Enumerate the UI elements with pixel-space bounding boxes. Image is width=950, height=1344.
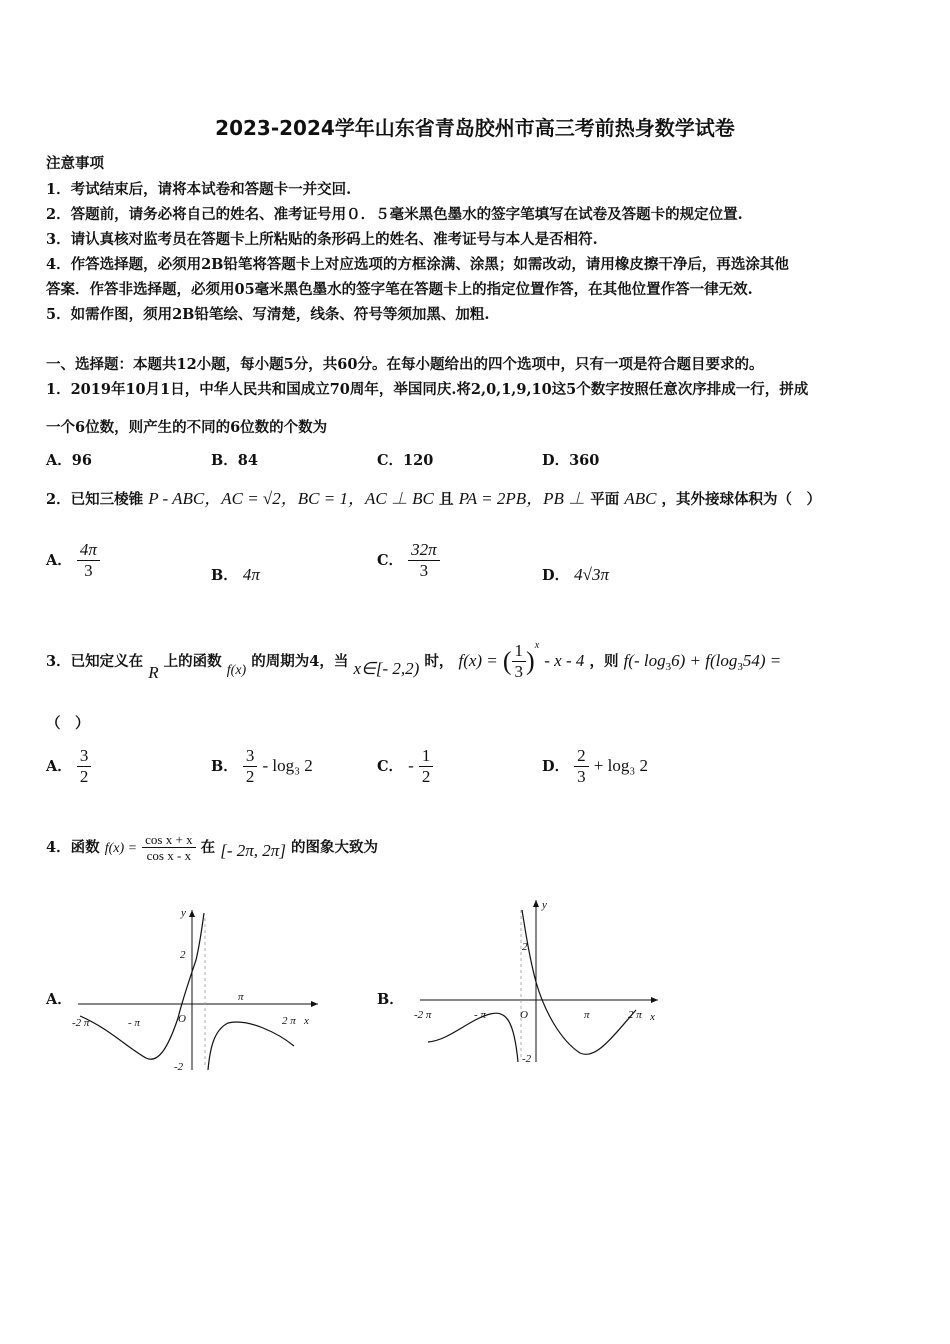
option-d[interactable] bbox=[542, 746, 648, 787]
q3-sub: 3 bbox=[665, 661, 672, 674]
q3-paren: （ ） bbox=[46, 715, 90, 732]
notice-heading: 注意事项 bbox=[46, 155, 104, 172]
label-neg-two: -2 bbox=[522, 1053, 532, 1065]
q2-mid: 且 bbox=[439, 491, 454, 508]
notice-item: 3．请认真核对监考员在答题卡上所粘贴的条形码上的姓名、准考证号与本人是否相符. bbox=[46, 231, 598, 248]
option-c[interactable] bbox=[377, 540, 440, 581]
option-b[interactable] bbox=[211, 746, 313, 787]
label-y: y bbox=[181, 907, 186, 919]
q3-sub: 3 bbox=[737, 661, 743, 674]
label-pi: π bbox=[584, 1009, 590, 1021]
fraction: $\frac{\text{cos x + x}}{\text{cos x - x}}$ bbox=[142, 832, 195, 863]
q2-condition-1: P - ABC，AC = √2，BC = 1，AC ⊥ BC bbox=[148, 489, 434, 508]
q3-f-lhs: f(x) = bbox=[458, 651, 498, 670]
label-y: y bbox=[542, 899, 547, 911]
q2-condition-2: PA = 2PB，PB ⊥ bbox=[458, 489, 586, 508]
option-b[interactable] bbox=[211, 564, 260, 585]
label-pi: π bbox=[238, 991, 244, 1003]
option-value: 4π bbox=[242, 565, 260, 584]
q3-text: 3．已知定义在 bbox=[46, 653, 144, 670]
q3-text: 上的函数 bbox=[163, 653, 222, 670]
graph-b-label[interactable]: B． bbox=[377, 991, 404, 1008]
option-a[interactable]: A．96 bbox=[46, 452, 92, 469]
option-letter: A． bbox=[46, 552, 72, 569]
label-two-pi: 2 π bbox=[628, 1009, 642, 1021]
q2-prefix: 2．已知三棱锥 bbox=[46, 491, 144, 508]
label-x: x bbox=[650, 1011, 655, 1023]
option-letter: B． bbox=[211, 567, 238, 584]
option-letter: D． bbox=[542, 758, 570, 775]
option-c[interactable] bbox=[377, 746, 433, 787]
option-b[interactable]: B．84 bbox=[211, 452, 258, 469]
q3-r: R bbox=[148, 663, 159, 682]
y-axis-arrow bbox=[189, 910, 195, 917]
option-sign: - bbox=[408, 756, 414, 775]
curve-right bbox=[208, 1022, 294, 1070]
q3-expr: 6) + f(log bbox=[671, 651, 738, 670]
option-a[interactable] bbox=[46, 540, 100, 581]
section-heading: 一、选择题：本题共12小题，每小题5分，共60分。在每小题给出的四个选项中，只有一项是符合题目要求的。 bbox=[46, 356, 764, 373]
option-letter: B． bbox=[211, 758, 238, 775]
graph-b bbox=[410, 890, 670, 1070]
option-d[interactable]: D．360 bbox=[542, 452, 600, 469]
fraction: $\frac{2}{3}$ bbox=[574, 746, 589, 787]
fraction: $\frac{3}{2}$ bbox=[243, 746, 258, 787]
graph-a bbox=[68, 898, 328, 1078]
label-origin: O bbox=[178, 1013, 186, 1025]
q3-expr: f(- log bbox=[623, 651, 666, 670]
q4-text: 的图象大致为 bbox=[291, 839, 379, 856]
option-letter: D． bbox=[542, 567, 570, 584]
q3-expr: 54) = bbox=[742, 651, 782, 670]
notice-item: 5．如需作图，须用2B铅笔绘、写清楚，线条、符号等须加黑、加粗. bbox=[46, 306, 490, 323]
q3-domain: x∈[- 2,2) bbox=[353, 659, 420, 678]
label-neg-two: -2 bbox=[174, 1061, 184, 1073]
q3-f-rest: - x - 4 bbox=[544, 651, 585, 670]
label-two-pi: 2 π bbox=[282, 1015, 296, 1027]
option-c[interactable]: C．120 bbox=[377, 452, 434, 469]
q2-plane: 平面 bbox=[590, 491, 620, 508]
option-value: 4√3π bbox=[574, 565, 610, 584]
q2-suffix: ，其外接球体积为（ ） bbox=[661, 491, 822, 508]
option-tail: - log₃ 2 bbox=[262, 756, 313, 775]
notice-item: 答案．作答非选择题，必须用05毫米黑色墨水的签字笔在答题卡上的指定位置作答，在其他位置作答一律无效. bbox=[46, 281, 753, 298]
label-neg-pi: - π bbox=[474, 1009, 486, 1021]
x-axis-arrow bbox=[651, 997, 658, 1003]
q3-fx: f(x) bbox=[226, 663, 247, 678]
notice-item: 2．答题前，请务必将自己的姓名、准考证号用０．５毫米黑色墨水的签字笔填写在试卷及答题卡的规定位置. bbox=[46, 206, 743, 223]
label-neg-pi: - π bbox=[128, 1017, 140, 1029]
q3-text: 的周期为4，当 bbox=[251, 653, 349, 670]
option-a[interactable] bbox=[46, 746, 91, 787]
label-origin: O bbox=[520, 1009, 528, 1021]
notice-item: 4．作答选择题，必须用2B铅笔将答题卡上对应选项的方框涂满、涂黑；如需改动，请用橡皮擦干净后，再选涂其他 bbox=[46, 256, 789, 273]
option-letter: C． bbox=[377, 552, 404, 569]
label-x: x bbox=[304, 1015, 309, 1027]
x-axis-arrow bbox=[311, 1001, 318, 1007]
graph-a-label[interactable]: A． bbox=[46, 991, 72, 1008]
q3-text: 时， bbox=[424, 653, 454, 670]
q2-abc: ABC bbox=[624, 489, 657, 508]
q4-text: 4．函数 bbox=[46, 839, 100, 856]
label-two: 2 bbox=[522, 941, 528, 953]
curve-left bbox=[80, 913, 204, 1059]
option-d[interactable] bbox=[542, 564, 609, 585]
fraction: $\frac{32\pi}{3}$ bbox=[408, 540, 440, 581]
question-4-stem bbox=[46, 832, 378, 863]
fraction: $\frac{1}{2}$ bbox=[419, 746, 434, 787]
fraction: $\frac{1}{3}$ bbox=[512, 641, 527, 682]
q3-exponent: x bbox=[534, 640, 540, 651]
option-letter: A． bbox=[46, 758, 72, 775]
curve-right bbox=[522, 910, 636, 1054]
option-tail: + log₃ 2 bbox=[593, 756, 649, 775]
page-title: 2023-2024学年山东省青岛胶州市高三考前热身数学试卷 bbox=[215, 116, 735, 140]
fraction: $\frac{3}{2}$ bbox=[77, 746, 92, 787]
option-letter: C． bbox=[377, 758, 404, 775]
q4-text: 在 bbox=[200, 839, 216, 856]
label-neg-two-pi: -2 π bbox=[72, 1017, 90, 1029]
curve-left bbox=[428, 1013, 518, 1062]
notice-item: 1．考试结束后，请将本试卷和答题卡一并交回. bbox=[46, 181, 352, 198]
fraction: $\frac{4\pi}{3}$ bbox=[77, 540, 100, 581]
q3-text: ，则 bbox=[589, 653, 619, 670]
q4-interval: [- 2π, 2π] bbox=[220, 841, 286, 860]
question-3-stem: 3．已知定义在 R 上的函数 f(x) 的周期为4，当 x∈[- 2,2) 时， f(x) = ( $\frac{1}{3}$ )$^x$ - x - 4 ，则 f(- $\log_36) + f(\log_354)$ = bbox=[46, 640, 782, 682]
question-1-line1: 1．2019年10月1日，中华人民共和国成立70周年，举国同庆.将2,0,1,9,10这5个数字按照任意次序排成一行，拼成 bbox=[46, 381, 809, 398]
label-neg-two-pi: -2 π bbox=[414, 1009, 432, 1021]
question-2-stem bbox=[46, 484, 821, 509]
question-1-line2: 一个6位数，则产生的不同的6位数的个数为 bbox=[46, 419, 328, 436]
label-two: 2 bbox=[180, 949, 186, 961]
q4-f-lhs: f(x) = bbox=[104, 841, 138, 856]
y-axis-arrow bbox=[533, 900, 539, 907]
